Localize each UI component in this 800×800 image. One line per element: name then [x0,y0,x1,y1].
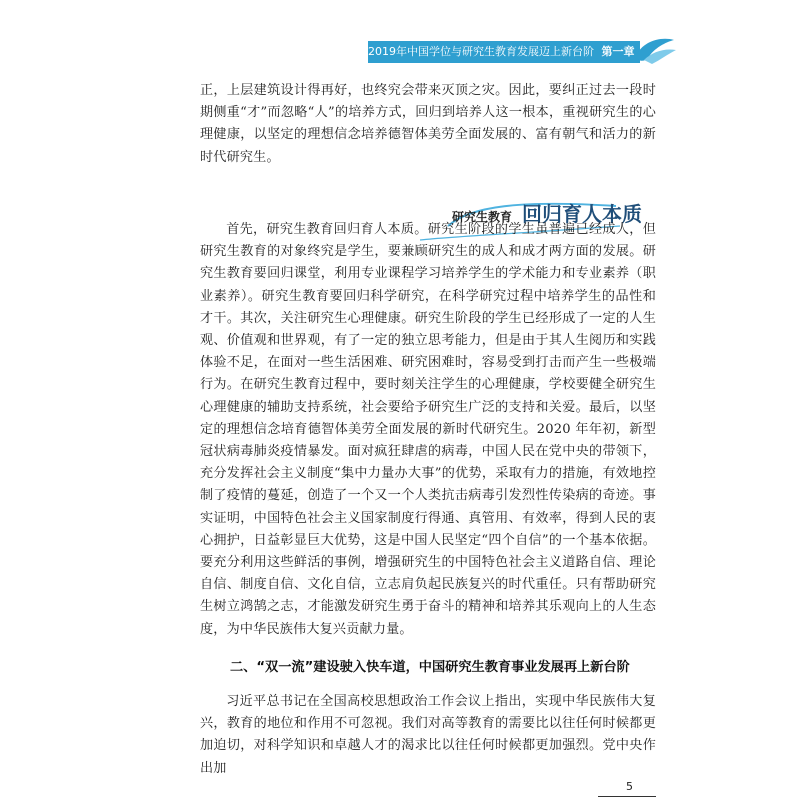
paragraph-body: 首先，研究生教育回归育人本质。研究生阶段的学生虽普遍已经成人，但研究生教育的对象终究是学生，要兼顾研究生的成人和成才两方面的发展。研究生教育要回归课堂，利用专业课程学习培养学生的学术能力和专业素养（职业素养）。研究生教育要回归科学研究，在科学研究过程中培养学生的品性和才干。其次，关注研究生心理健康。研究生阶段的学生已经形成了一定的人生观、价值观和世界观，有了一定的独立思考能力，但是由于其人生阅历和实践体验不足，在面对一些生活困难、研究困难时，容易受到打击而产生一些极端行为。在研究生教育过程中，要时刻关注学生的心理健康，学校要健全研究生心理健康的辅助支持系统，社会要给予研究生广泛的支持和关爱。最后，以坚定的理想信念培育德智体美劳全面发展的新时代研究生。2020 年年初，新型冠状病毒肺炎疫情暴发。面对疯狂肆虐的病毒，中国人民在党中央的带领下，充分发挥社会主义制度“集中力量办大事”的优势，采取有力的措施，有效地控制了疫情的蔓延，创造了一个又一个人类抗击病毒引发烈性传染病的奇迹。事实证明，中国特色社会主义国家制度行得通、真管用、有效率，得到人民的衷心拥护，日益彰显巨大优势，这是中国人民坚定“四个自信”的一个基本依据。要充分利用这些鲜活的事例，增强研究生的中国特色社会主义道路自信、理论自信、制度自信、文化自信，立志肩负起民族复兴的时代重任。只有帮助研究生树立鸿鹄之志，才能激发研究生勇于奋斗的精神和培养其乐观向上的人生态度，为中华民族伟大复兴贡献力量。 [200,222,656,637]
running-header-title: 2019年中国学位与研究生教育发展迈上新台阶 [368,45,594,58]
footer-divider [598,796,656,797]
page-number: 5 [626,780,633,793]
running-header [368,41,640,63]
blue-swoosh-logo-icon [632,34,678,66]
running-header-chapter: 第一章 [601,45,635,58]
section-heading-main: 回归育人本质 [522,202,642,226]
section-heading-prefix: 研究生教育 [452,210,513,224]
section-title: 二、“双一流”建设驶入快车道，中国研究生教育事业发展再上新台阶 [230,660,630,675]
paragraph-closing: 习近平总书记在全国高校思想政治工作会议上指出，实现中华民族伟大复兴，教育的地位和作用不可忽视。我们对高等教育的需要比以往任何时候都更加迫切，对科学知识和卓越人才的渴求比以往任何时候都更加强烈。党中央作出加 [200,694,656,776]
paragraph-intro: 正，上层建筑设计得再好，也终究会带来灭顶之灾。因此，要纠正过去一段时期侧重“才”而忽略“人”的培养方式，回归到培养人这一根本，重视研究生的心理健康，以坚定的理想信念培养德智体美劳全面发展的、富有朝气和活力的新时代研究生。 [200,83,656,165]
